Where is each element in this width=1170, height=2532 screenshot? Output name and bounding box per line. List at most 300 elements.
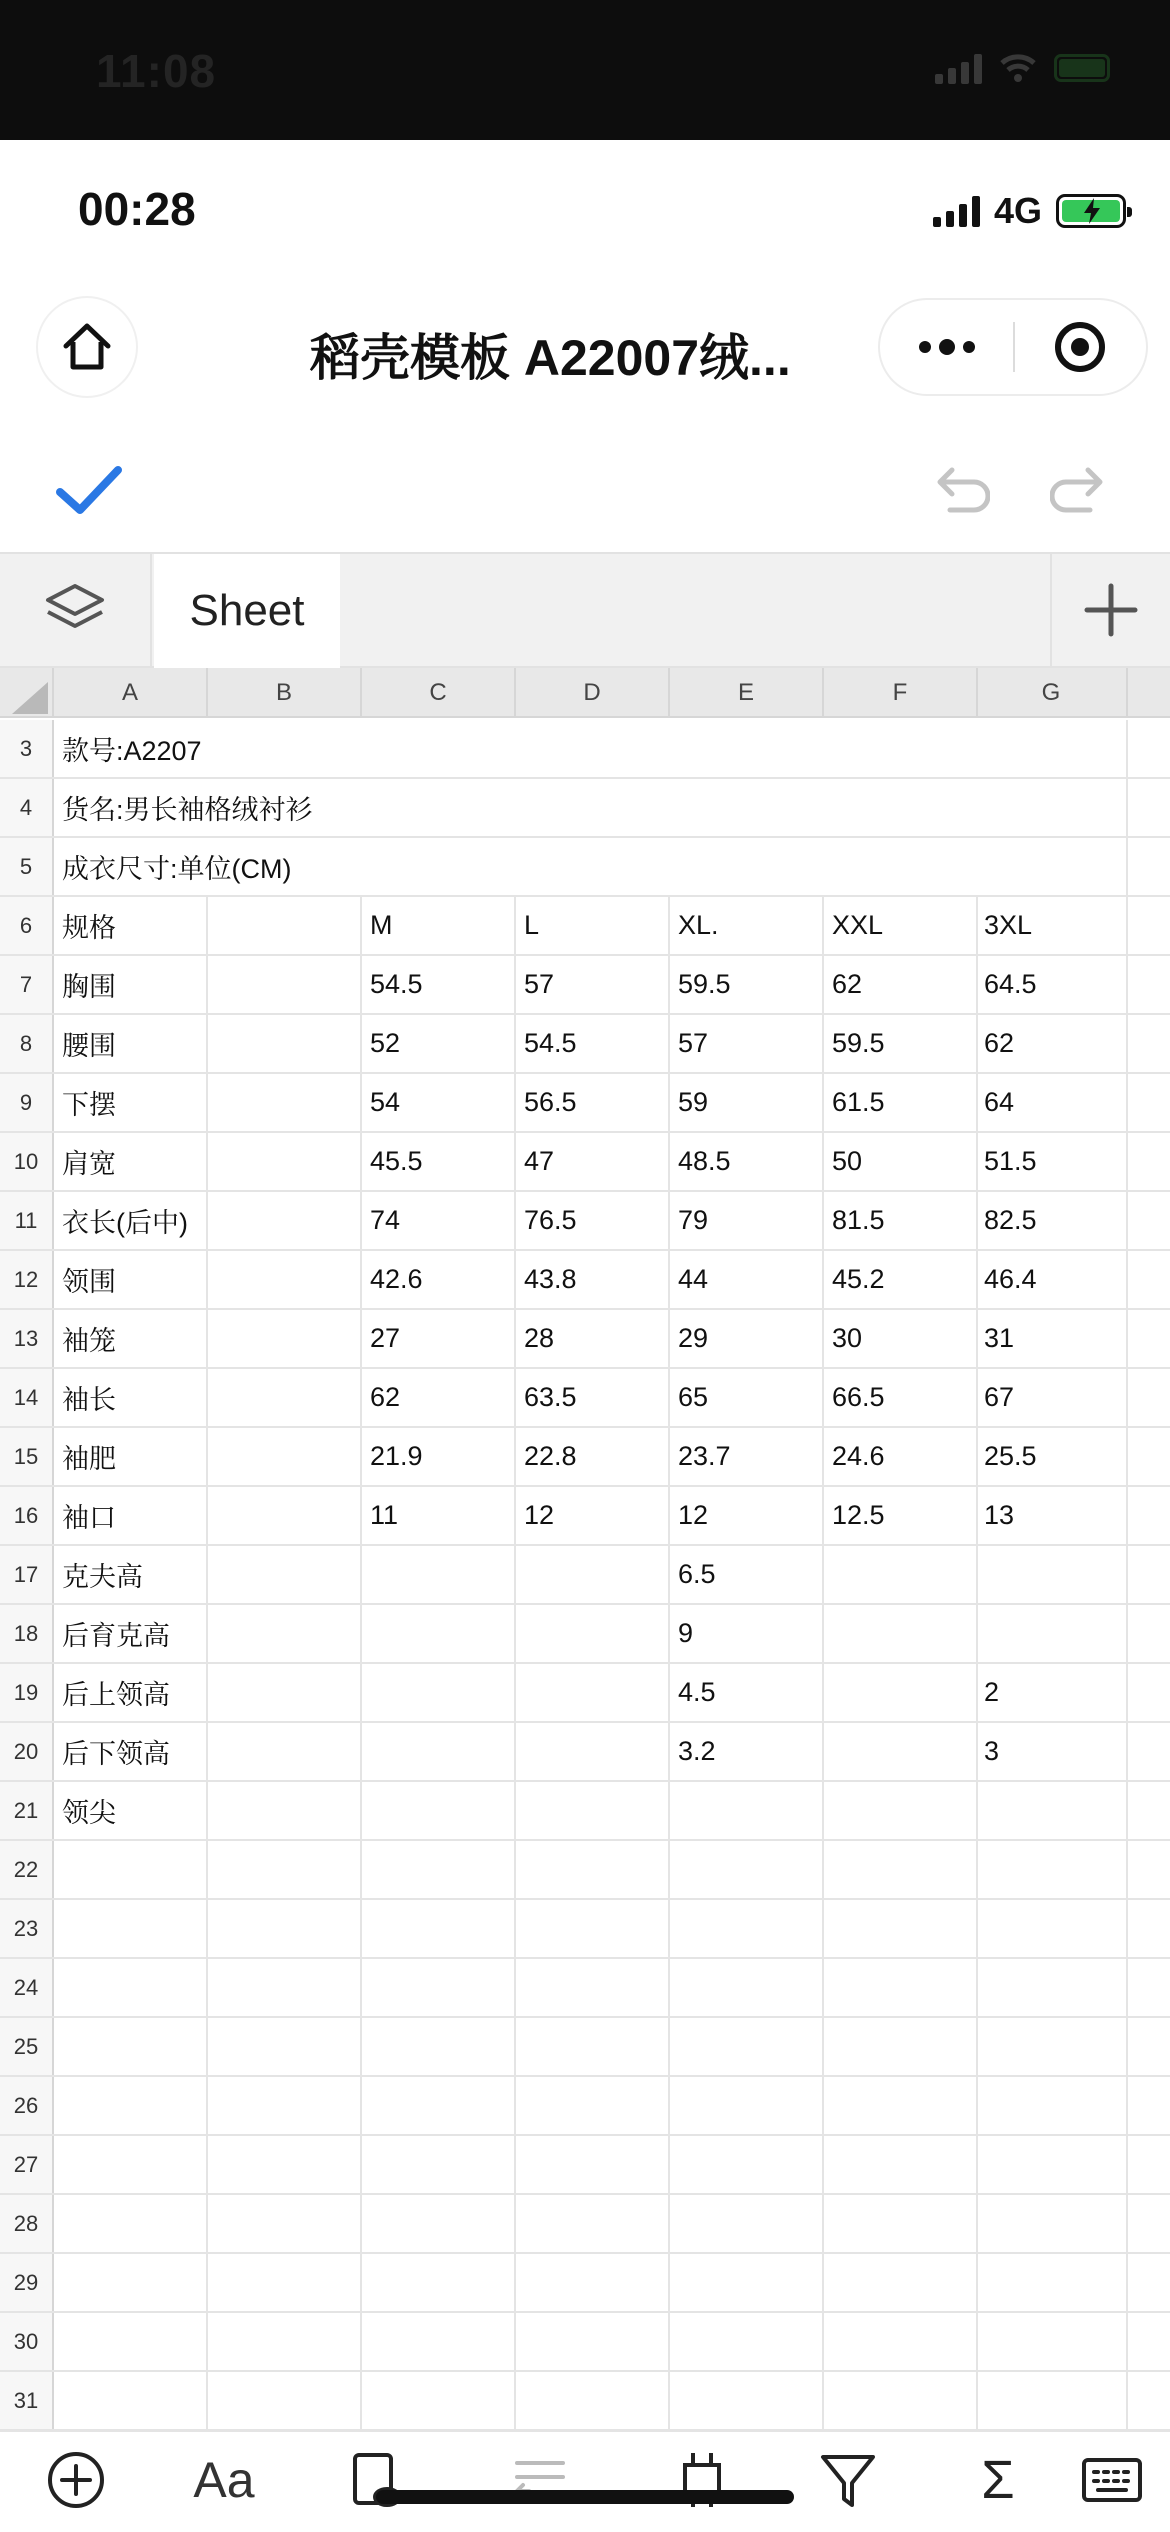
cell-c18[interactable] — [362, 1605, 516, 1662]
status-bar — [0, 140, 1170, 280]
cell-a25[interactable] — [54, 2018, 208, 2075]
table-row — [0, 1782, 1170, 1841]
cell-a18[interactable]: 后育克高 — [54, 1605, 208, 1662]
cell-a6[interactable]: 规格 — [54, 897, 208, 954]
table-row — [0, 1723, 1170, 1782]
cell-e13[interactable]: 29 — [670, 1310, 824, 1367]
row-header[interactable]: 19 — [0, 1664, 54, 1721]
row-header[interactable]: 10 — [0, 1133, 54, 1190]
cell-f17[interactable] — [824, 1546, 978, 1603]
cell-e21[interactable] — [670, 1782, 824, 1839]
table-row — [0, 1664, 1170, 1723]
filter-icon — [817, 2449, 879, 2511]
tab-sheet[interactable]: Sheet — [154, 554, 340, 668]
table-row — [0, 1428, 1170, 1487]
cell-g3[interactable] — [976, 720, 1128, 777]
table-row — [0, 2372, 1170, 2430]
cell-e4[interactable] — [670, 779, 824, 836]
row-header[interactable]: 11 — [0, 1192, 54, 1249]
cell-c9[interactable]: 54 — [362, 1074, 516, 1131]
cell-f14[interactable]: 66.5 — [824, 1369, 978, 1426]
text-format-icon: Aa — [193, 2452, 255, 2508]
row-header[interactable]: 23 — [0, 1900, 54, 1957]
cell-d22[interactable] — [516, 1841, 670, 1898]
cell-f12[interactable]: 45.2 — [824, 1251, 978, 1308]
cell-b10[interactable] — [208, 1133, 362, 1190]
signal-icon — [933, 195, 980, 227]
cell-e25[interactable] — [670, 2018, 824, 2075]
row-header[interactable]: 12 — [0, 1251, 54, 1308]
cell-b25[interactable] — [208, 2018, 362, 2075]
cell-g18[interactable] — [976, 1605, 1128, 1662]
cell-b26[interactable] — [208, 2077, 362, 2134]
cell-g15[interactable]: 25.5 — [976, 1428, 1128, 1485]
cell-f7[interactable]: 62 — [824, 956, 978, 1013]
cell-a20[interactable]: 后下领高 — [54, 1723, 208, 1780]
cell-e10[interactable]: 48.5 — [670, 1133, 824, 1190]
table-row — [0, 1546, 1170, 1605]
cell-c15[interactable]: 21.9 — [362, 1428, 516, 1485]
row-header[interactable]: 27 — [0, 2136, 54, 2193]
cell-d30[interactable] — [516, 2313, 670, 2370]
row-header[interactable]: 26 — [0, 2077, 54, 2134]
cell-b20[interactable] — [208, 1723, 362, 1780]
cell-a17[interactable]: 克夫高 — [54, 1546, 208, 1603]
row-header[interactable]: 6 — [0, 897, 54, 954]
cell-d12[interactable]: 43.8 — [516, 1251, 670, 1308]
row-header[interactable]: 14 — [0, 1369, 54, 1426]
cell-g28[interactable] — [976, 2195, 1128, 2252]
row-header[interactable]: 13 — [0, 1310, 54, 1367]
cell-e28[interactable] — [670, 2195, 824, 2252]
cell-g27[interactable] — [976, 2136, 1128, 2193]
outer-wifi-icon — [998, 53, 1038, 83]
cell-f19[interactable] — [824, 1664, 978, 1721]
cell-b17[interactable] — [208, 1546, 362, 1603]
cell-f24[interactable] — [824, 1959, 978, 2016]
cell-c14[interactable]: 62 — [362, 1369, 516, 1426]
cell-f25[interactable] — [824, 2018, 978, 2075]
home-indicator — [376, 2490, 794, 2504]
outer-battery-icon — [1054, 54, 1110, 82]
row-header[interactable]: 22 — [0, 1841, 54, 1898]
row-header[interactable]: 31 — [0, 2372, 54, 2429]
cell-f28[interactable] — [824, 2195, 978, 2252]
cell-b22[interactable] — [208, 1841, 362, 1898]
cell-f9[interactable]: 61.5 — [824, 1074, 978, 1131]
cell-g23[interactable] — [976, 1900, 1128, 1957]
cell-a4[interactable]: 货名:男长袖格绒衬衫 — [62, 795, 313, 825]
cell-c16[interactable]: 11 — [362, 1487, 516, 1544]
cell-g5[interactable] — [976, 838, 1128, 895]
cell-g6[interactable]: 3XL — [976, 897, 1128, 954]
cell-d15[interactable]: 22.8 — [516, 1428, 670, 1485]
cell-f4[interactable] — [824, 779, 978, 836]
cell-e24[interactable] — [670, 1959, 824, 2016]
cell-f30[interactable] — [824, 2313, 978, 2370]
column-header-b[interactable]: B — [208, 668, 362, 718]
page-title: 稻壳模板 A22007绒... — [310, 330, 791, 386]
cell-g29[interactable] — [976, 2254, 1128, 2311]
cell-f13[interactable]: 30 — [824, 1310, 978, 1367]
cell-a5[interactable]: 成衣尺寸:单位(CM) — [62, 854, 292, 884]
cell-f8[interactable]: 59.5 — [824, 1015, 978, 1072]
cell-g20[interactable]: 3 — [976, 1723, 1128, 1780]
column-header-e[interactable]: E — [670, 668, 824, 718]
cell-f31[interactable] — [824, 2372, 978, 2429]
row-header[interactable]: 17 — [0, 1546, 54, 1603]
cell-a19[interactable]: 后上领高 — [54, 1664, 208, 1721]
cell-d24[interactable] — [516, 1959, 670, 2016]
cell-e15[interactable]: 23.7 — [670, 1428, 824, 1485]
cell-b27[interactable] — [208, 2136, 362, 2193]
table-row — [0, 1192, 1170, 1251]
cell-a16[interactable]: 袖口 — [54, 1487, 208, 1544]
column-header-c[interactable]: C — [362, 668, 516, 718]
cell-d8[interactable]: 54.5 — [516, 1015, 670, 1072]
network-type: 4G — [993, 190, 1042, 231]
cell-c11[interactable]: 74 — [362, 1192, 516, 1249]
layers-icon — [42, 580, 108, 640]
table-row — [0, 2077, 1170, 2136]
wrap-text-button[interactable] — [500, 2440, 580, 2520]
cell-d3[interactable] — [516, 720, 670, 777]
column-header-a[interactable]: A — [54, 668, 208, 718]
row-header[interactable]: 20 — [0, 1723, 54, 1780]
row-header[interactable]: 5 — [0, 838, 54, 895]
cell-a21[interactable]: 领尖 — [54, 1782, 208, 1839]
plus-icon — [1083, 582, 1139, 638]
row-header[interactable]: 21 — [0, 1782, 54, 1839]
row-header[interactable]: 18 — [0, 1605, 54, 1662]
cell-d4[interactable] — [516, 779, 670, 836]
charging-bolt-icon — [1081, 198, 1103, 224]
cell-d31[interactable] — [516, 2372, 670, 2429]
cell-c4[interactable] — [362, 779, 516, 836]
insert-button[interactable] — [36, 2440, 116, 2520]
cell-a22[interactable] — [54, 1841, 208, 1898]
cell-g22[interactable] — [976, 1841, 1128, 1898]
cell-a10[interactable]: 肩宽 — [54, 1133, 208, 1190]
cell-b8[interactable] — [208, 1015, 362, 1072]
cell-g30[interactable] — [976, 2313, 1128, 2370]
cell-g25[interactable] — [976, 2018, 1128, 2075]
cell-b29[interactable] — [208, 2254, 362, 2311]
cell-e6[interactable]: XL. — [670, 897, 824, 954]
cell-c12[interactable]: 42.6 — [362, 1251, 516, 1308]
cell-b4[interactable] — [208, 779, 362, 836]
cell-f3[interactable] — [824, 720, 978, 777]
cell-d6[interactable]: L — [516, 897, 670, 954]
cell-b6[interactable] — [208, 897, 362, 954]
cell-f20[interactable] — [824, 1723, 978, 1780]
cell-d28[interactable] — [516, 2195, 670, 2252]
more-dot-icon — [939, 339, 955, 355]
cell-a15[interactable]: 袖肥 — [54, 1428, 208, 1485]
cell-e5[interactable] — [670, 838, 824, 895]
bottom-toolbar — [0, 2430, 1170, 2532]
table-row — [0, 2254, 1170, 2313]
row-header[interactable]: 25 — [0, 2018, 54, 2075]
cell-c19[interactable] — [362, 1664, 516, 1721]
cell-d26[interactable] — [516, 2077, 670, 2134]
cell-d27[interactable] — [516, 2136, 670, 2193]
cell-a31[interactable] — [54, 2372, 208, 2429]
cell-b31[interactable] — [208, 2372, 362, 2429]
cell-f6[interactable]: XXL — [824, 897, 978, 954]
cell-c10[interactable]: 45.5 — [362, 1133, 516, 1190]
cell-d7[interactable]: 57 — [516, 956, 670, 1013]
cell-d13[interactable]: 28 — [516, 1310, 670, 1367]
table-row — [0, 897, 1170, 956]
cell-g7[interactable]: 64.5 — [976, 956, 1128, 1013]
row-header[interactable]: 9 — [0, 1074, 54, 1131]
cell-a29[interactable] — [54, 2254, 208, 2311]
cell-e19[interactable]: 4.5 — [670, 1664, 824, 1721]
cell-c31[interactable] — [362, 2372, 516, 2429]
cell-f15[interactable]: 24.6 — [824, 1428, 978, 1485]
cell-a7[interactable]: 胸围 — [54, 956, 208, 1013]
outer-status-bar — [0, 0, 1170, 140]
cell-g4[interactable] — [976, 779, 1128, 836]
cell-f21[interactable] — [824, 1782, 978, 1839]
cell-a12[interactable]: 领围 — [54, 1251, 208, 1308]
cell-d23[interactable] — [516, 1900, 670, 1957]
cell-g8[interactable]: 62 — [976, 1015, 1128, 1072]
cell-d21[interactable] — [516, 1782, 670, 1839]
cell-b14[interactable] — [208, 1369, 362, 1426]
cell-e16[interactable]: 12 — [670, 1487, 824, 1544]
cell-a24[interactable] — [54, 1959, 208, 2016]
cell-g19[interactable]: 2 — [976, 1664, 1128, 1721]
table-row — [0, 2018, 1170, 2077]
row-header[interactable]: 4 — [0, 779, 54, 836]
cell-d20[interactable] — [516, 1723, 670, 1780]
cell-g16[interactable]: 13 — [976, 1487, 1128, 1544]
cell-a28[interactable] — [54, 2195, 208, 2252]
cell-f16[interactable]: 12.5 — [824, 1487, 978, 1544]
cell-d5[interactable] — [516, 838, 670, 895]
cell-b12[interactable] — [208, 1251, 362, 1308]
home-icon — [60, 320, 114, 374]
cell-g26[interactable] — [976, 2077, 1128, 2134]
column-header-f[interactable]: F — [824, 668, 978, 718]
cell-a13[interactable]: 袖笼 — [54, 1310, 208, 1367]
cell-d9[interactable]: 56.5 — [516, 1074, 670, 1131]
confirm-check-button[interactable] — [54, 460, 124, 520]
cell-c13[interactable]: 27 — [362, 1310, 516, 1367]
cell-e18[interactable]: 9 — [670, 1605, 824, 1662]
cell-c28[interactable] — [362, 2195, 516, 2252]
cell-c7[interactable]: 54.5 — [362, 956, 516, 1013]
cell-f10[interactable]: 50 — [824, 1133, 978, 1190]
edit-toolbar — [0, 420, 1170, 552]
cell-b16[interactable] — [208, 1487, 362, 1544]
cell-c17[interactable] — [362, 1546, 516, 1603]
cell-e31[interactable] — [670, 2372, 824, 2429]
row-header[interactable]: 7 — [0, 956, 54, 1013]
sum-button[interactable] — [958, 2440, 1038, 2520]
cell-d19[interactable] — [516, 1664, 670, 1721]
cell-a27[interactable] — [54, 2136, 208, 2193]
table-row — [0, 1369, 1170, 1428]
row-column-button[interactable] — [662, 2440, 742, 2520]
cell-e26[interactable] — [670, 2077, 824, 2134]
table-row — [0, 956, 1170, 1015]
cell-c29[interactable] — [362, 2254, 516, 2311]
cell-f23[interactable] — [824, 1900, 978, 1957]
close-mini-program-button[interactable] — [1015, 298, 1146, 396]
column-header-g[interactable]: G — [976, 668, 1128, 718]
cell-f26[interactable] — [824, 2077, 978, 2134]
more-dot-icon — [919, 341, 931, 353]
cell-e9[interactable]: 59 — [670, 1074, 824, 1131]
cell-c20[interactable] — [362, 1723, 516, 1780]
cell-e27[interactable] — [670, 2136, 824, 2193]
cell-d14[interactable]: 63.5 — [516, 1369, 670, 1426]
cell-d16[interactable]: 12 — [516, 1487, 670, 1544]
table-row — [0, 1487, 1170, 1546]
cell-c5[interactable] — [362, 838, 516, 895]
cell-b19[interactable] — [208, 1664, 362, 1721]
row-header[interactable]: 30 — [0, 2313, 54, 2370]
row-header[interactable]: 28 — [0, 2195, 54, 2252]
outer-signal-icon — [935, 52, 982, 84]
cell-f22[interactable] — [824, 1841, 978, 1898]
cell-g17[interactable] — [976, 1546, 1128, 1603]
cell-f29[interactable] — [824, 2254, 978, 2311]
cell-a8[interactable]: 腰围 — [54, 1015, 208, 1072]
sum-icon: Σ — [981, 2450, 1015, 2510]
table-row — [0, 1900, 1170, 1959]
cell-b28[interactable] — [208, 2195, 362, 2252]
cell-c25[interactable] — [362, 2018, 516, 2075]
home-button[interactable] — [38, 298, 136, 396]
cell-d11[interactable]: 76.5 — [516, 1192, 670, 1249]
cell-a3[interactable]: 款号:A2207 — [62, 736, 202, 766]
cell-e8[interactable]: 57 — [670, 1015, 824, 1072]
add-sheet-button[interactable] — [1050, 554, 1170, 666]
cell-b13[interactable] — [208, 1310, 362, 1367]
cell-g9[interactable]: 64 — [976, 1074, 1128, 1131]
cell-e3[interactable] — [670, 720, 824, 777]
outer-status-icons — [935, 52, 1110, 84]
column-header-d[interactable]: D — [516, 668, 670, 718]
table-row — [0, 1310, 1170, 1369]
cell-a26[interactable] — [54, 2077, 208, 2134]
cell-c24[interactable] — [362, 1959, 516, 2016]
row-header[interactable]: 16 — [0, 1487, 54, 1544]
row-header[interactable]: 3 — [0, 720, 54, 777]
cell-d29[interactable] — [516, 2254, 670, 2311]
cell-e30[interactable] — [670, 2313, 824, 2370]
spreadsheet-grid[interactable] — [0, 668, 1170, 2430]
cell-c21[interactable] — [362, 1782, 516, 1839]
more-button[interactable] — [880, 298, 1013, 396]
cell-style-button[interactable] — [336, 2440, 416, 2520]
cell-b30[interactable] — [208, 2313, 362, 2370]
cell-b15[interactable] — [208, 1428, 362, 1485]
cell-b9[interactable] — [208, 1074, 362, 1131]
undo-button[interactable] — [928, 460, 990, 522]
cell-e7[interactable]: 59.5 — [670, 956, 824, 1013]
cell-c22[interactable] — [362, 1841, 516, 1898]
cell-g31[interactable] — [976, 2372, 1128, 2429]
cell-d10[interactable]: 47 — [516, 1133, 670, 1190]
table-row — [0, 1074, 1170, 1133]
cell-g24[interactable] — [976, 1959, 1128, 2016]
cell-e20[interactable]: 3.2 — [670, 1723, 824, 1780]
cell-f5[interactable] — [824, 838, 978, 895]
cell-a14[interactable]: 袖长 — [54, 1369, 208, 1426]
cell-f11[interactable]: 81.5 — [824, 1192, 978, 1249]
cell-c27[interactable] — [362, 2136, 516, 2193]
cell-a30[interactable] — [54, 2313, 208, 2370]
cell-g10[interactable]: 51.5 — [976, 1133, 1128, 1190]
cell-c6[interactable]: M — [362, 897, 516, 954]
cell-g13[interactable]: 31 — [976, 1310, 1128, 1367]
cell-a11[interactable]: 衣长(后中) — [54, 1192, 208, 1249]
cell-g12[interactable]: 46.4 — [976, 1251, 1128, 1308]
cell-c30[interactable] — [362, 2313, 516, 2370]
row-header[interactable]: 29 — [0, 2254, 54, 2311]
cell-e23[interactable] — [670, 1900, 824, 1957]
redo-button[interactable] — [1050, 460, 1112, 522]
row-header[interactable]: 24 — [0, 1959, 54, 2016]
cell-d18[interactable] — [516, 1605, 670, 1662]
cell-b18[interactable] — [208, 1605, 362, 1662]
cell-b21[interactable] — [208, 1782, 362, 1839]
cell-f27[interactable] — [824, 2136, 978, 2193]
cell-e17[interactable]: 6.5 — [670, 1546, 824, 1603]
cell-a23[interactable] — [54, 1900, 208, 1957]
keyboard-button[interactable] — [1072, 2440, 1152, 2520]
cell-e11[interactable]: 79 — [670, 1192, 824, 1249]
cell-b11[interactable] — [208, 1192, 362, 1249]
row-header[interactable]: 15 — [0, 1428, 54, 1485]
cell-g14[interactable]: 67 — [976, 1369, 1128, 1426]
cell-e12[interactable]: 44 — [670, 1251, 824, 1308]
cell-d25[interactable] — [516, 2018, 670, 2075]
cell-f18[interactable] — [824, 1605, 978, 1662]
target-icon — [1055, 322, 1105, 372]
cell-b23[interactable] — [208, 1900, 362, 1957]
text-format-button[interactable] — [184, 2440, 264, 2520]
cell-d17[interactable] — [516, 1546, 670, 1603]
cell-c23[interactable] — [362, 1900, 516, 1957]
cell-c8[interactable]: 52 — [362, 1015, 516, 1072]
sheet-list-button[interactable] — [0, 554, 152, 666]
filter-button[interactable] — [808, 2440, 888, 2520]
cell-b3[interactable] — [208, 720, 362, 777]
cell-e22[interactable] — [670, 1841, 824, 1898]
cell-c26[interactable] — [362, 2077, 516, 2134]
cell-g21[interactable] — [976, 1782, 1128, 1839]
cell-c3[interactable] — [362, 720, 516, 777]
cell-a9[interactable]: 下摆 — [54, 1074, 208, 1131]
cell-b5[interactable] — [208, 838, 362, 895]
cell-b7[interactable] — [208, 956, 362, 1013]
table-row — [0, 1841, 1170, 1900]
cell-b24[interactable] — [208, 1959, 362, 2016]
battery-icon — [1056, 194, 1126, 228]
row-header[interactable]: 8 — [0, 1015, 54, 1072]
cell-e29[interactable] — [670, 2254, 824, 2311]
mini-program-capsule — [878, 298, 1148, 396]
cell-e14[interactable]: 65 — [670, 1369, 824, 1426]
cell-g11[interactable]: 82.5 — [976, 1192, 1128, 1249]
select-all-corner[interactable] — [0, 668, 54, 718]
